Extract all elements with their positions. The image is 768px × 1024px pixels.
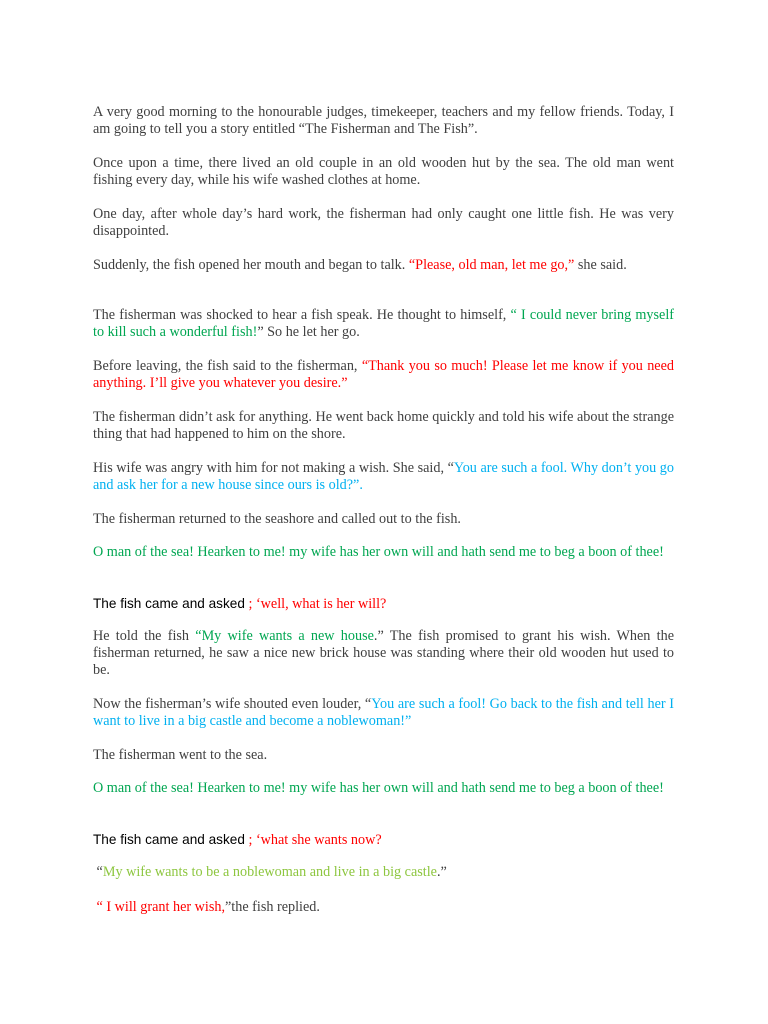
- paragraph-new-house: [93, 628, 674, 679]
- fisherman-thought: “ I could never bring myself to kill such a wonderful fish!: [93, 307, 675, 340]
- narration-text: Suddenly, the fish opened her mouth and began to talk.: [93, 257, 409, 273]
- narration-text: Now the fisherman’s wife shouted even louder, “: [93, 696, 372, 712]
- fish-quote: ‘what she wants now?: [255, 832, 382, 848]
- paragraph-wife-shouts: [93, 696, 674, 730]
- paragraph-call-to-sea-1: [93, 544, 674, 561]
- narration-text: she said.: [574, 257, 627, 273]
- paragraph-went-home: [93, 409, 674, 443]
- caught-fish-text: One day, after whole day’s hard work, the fisherman had only caught one little fish. He was very disappointed.: [93, 206, 674, 239]
- narration-text: ” So he let her go.: [257, 324, 360, 340]
- paragraph-fish-asked-2: [93, 831, 674, 849]
- narration-text: The fish came and asked: [93, 832, 245, 847]
- wife-quote: You are such a fool. Why don’t you go and ask her for a new house since ours is old?”.: [93, 460, 674, 493]
- narration-text: The fisherman didn’t ask for anything. He went back home quickly and told his wife about the strange thing that had happened to him on the shore.: [93, 409, 674, 442]
- paragraph-went-to-sea: [93, 747, 674, 764]
- fisherman-call: O man of the sea! Hearken to me! my wife has her own will and hath send me to beg a boon of thee!: [93, 780, 664, 796]
- narration-text: ”the fish replied.: [225, 899, 320, 915]
- narration-text: His wife was angry with him for not making a wish. She said, “: [93, 460, 454, 476]
- paragraph-fisherman-shocked: [93, 307, 674, 341]
- narration-text: .” The fish promised to grant his wish. When the fisherman returned, he saw a nice new brick house was standing where their old wooden hut used to be.: [93, 628, 674, 678]
- quote-mark: “: [93, 864, 103, 880]
- fish-quote: “Please, old man, let me go,”: [408, 257, 575, 273]
- fisherman-quote: My wife wants to be a noblewoman and live in a big castle: [102, 864, 437, 880]
- fish-quote: ‘well, what is her will?: [255, 596, 387, 612]
- fish-quote: “Thank you so much! Please let me know if you need anything. I’ll give you whatever you desire.”: [93, 358, 674, 391]
- paragraph-wife-angry: [93, 460, 674, 494]
- paragraph-fish-replied: [93, 899, 674, 916]
- narration-text: The fisherman went to the sea.: [93, 747, 268, 763]
- fish-quote: “ I will grant her wish,: [93, 899, 225, 915]
- intro-text: Once upon a time, there lived an old couple in an old wooden hut by the sea. The old man went fishing every day, while his wife washed clothes at home.: [93, 155, 674, 188]
- quote-mark: .”: [436, 864, 447, 880]
- narration-text: He told the fish: [93, 628, 196, 644]
- paragraph-once-upon-a-time: [93, 155, 674, 189]
- fisherman-quote: “My wife wants a new house: [195, 628, 374, 644]
- narration-text: The fisherman was shocked to hear a fish speak. He thought to himself,: [93, 307, 511, 323]
- narration-text: The fish came and asked: [93, 596, 245, 611]
- wife-quote: You are such a fool! Go back to the fish and tell her I want to live in a big castle and become a noblewoman!”: [93, 696, 674, 729]
- paragraph-returned-seashore: [93, 511, 674, 528]
- paragraph-greeting: [93, 104, 674, 138]
- paragraph-caught-fish: [93, 206, 674, 240]
- separator: ;: [244, 832, 256, 848]
- paragraph-call-to-sea-2: [93, 780, 674, 797]
- paragraph-fish-talks: [93, 257, 674, 274]
- paragraph-fish-thanks: [93, 358, 674, 392]
- paragraph-noblewoman-wish: [93, 864, 674, 881]
- paragraph-fish-asked-1: [93, 595, 674, 613]
- fisherman-call: O man of the sea! Hearken to me! my wife has her own will and hath send me to beg a boon of thee!: [93, 544, 664, 560]
- narration-text: Before leaving, the fish said to the fisherman,: [93, 358, 362, 374]
- separator: ;: [244, 596, 256, 612]
- narration-text: The fisherman returned to the seashore and called out to the fish.: [93, 511, 461, 527]
- greeting-text: A very good morning to the honourable judges, timekeeper, teachers and my fellow friends. Today, I am going to tell you a story entitled “The Fisherman and The Fish”.: [93, 104, 674, 137]
